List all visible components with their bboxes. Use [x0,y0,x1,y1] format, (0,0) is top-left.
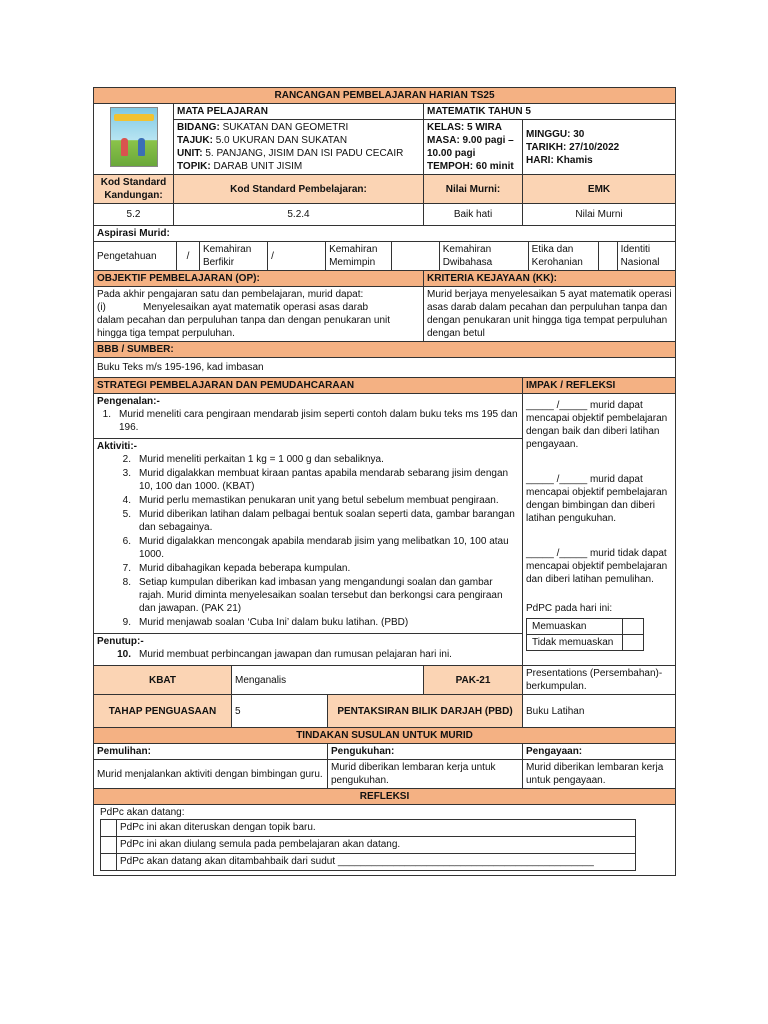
list-item-text: Murid diberikan latihan dalam pelbagai bentuk soalan seperti data, gambar barangan dan sebagainya. [139,509,515,533]
tajuk-label: TAJUK: [177,135,213,146]
impak-block-baik [526,399,672,451]
pdpc-options [526,618,644,651]
pdpc-label: PdPC pada hari ini: [526,603,613,614]
tempoh: TEMPOH: 60 minit [427,161,514,172]
aspirasi-berfikir: Kemahiran Berfikir [199,242,267,270]
minggu: MINGGU: 30 [526,128,585,140]
aspirasi-berfikir-mark: / [268,242,326,270]
pengenalan-section [94,394,522,439]
impak-text: murid dapat mencapai objektif pembelajaran dengan baik dan diberi latihan pengayaan. [526,400,668,450]
impak-block-bimbingan [526,473,672,525]
list-item-number: 3. [122,468,131,479]
kriteria-text: Murid berjaya menyelesaikan 5 ayat matematik operasi asas darab dalam pecahan dan perpuluhan tanpa dan dengan penukaran unit hingga tiga tempat perpuluhan dengan betul [424,287,676,342]
aspirasi-table [94,242,675,270]
aspirasi-etika: Etika dan Kerohanian [528,242,598,270]
date-info [523,120,676,175]
aspirasi-row [94,242,676,271]
list-item [97,508,519,534]
refleksi-checkbox[interactable] [101,854,117,871]
kod-pembelajaran-value: 5.2.4 [174,204,424,226]
list-item-number: 9. [122,617,131,628]
bbb-text: Buku Teks m/s 195-196, kad imbasan [94,358,676,378]
kriteria-label: KRITERIA KEJAYAAN (KK): [424,271,676,287]
list-item [97,562,519,575]
list-item [97,535,519,561]
mata-pelajaran-value: MATEMATIK TAHUN 5 [424,104,676,120]
objektif-line2: Menyelesaikan ayat matematik operasi asas darab [143,302,369,313]
refleksi-content [94,805,676,876]
kod-kandungan-value: 5.2 [94,204,174,226]
aspirasi-identiti: Identiti Nasional [617,242,675,270]
list-item [97,408,519,434]
pdpc-memuaskan-checkbox[interactable] [623,619,644,635]
refleksi-option: PdPc ini akan diulang semula pada pembelajaran akan datang. [117,837,636,854]
refleksi-option: PdPc ini akan diteruskan dengan topik baru. [117,820,636,837]
list-item-text: Murid digalakkan membuat kiraan pantas apabila mendarab sebarang jisim dengan 10, 100 dan 1000. (KBAT) [139,468,509,492]
kbat-label: KBAT [94,666,232,695]
aspirasi-etika-mark [598,242,617,270]
masa-line2: 10.00 pagi [427,148,476,159]
pengukuhan-value: Murid diberikan lembaran kerja untuk pengukuhan. [328,760,523,789]
list-item-text: Murid meneliti perkaitan 1 kg = 1 000 g dan sebaliknya. [139,454,384,465]
unit-value: 5. PANJANG, JISIM DAN ISI PADU CECAIR [205,148,404,159]
impak-sep: / [556,400,560,411]
pemulihan-value: Murid menjalankan aktiviti dengan bimbingan guru. [94,760,328,789]
impak-sep: / [556,474,560,485]
textbook-cover-icon [110,107,158,167]
strategi-label: STRATEGI PEMBELAJARAN DAN PEMUDAHCARAAN [94,378,523,394]
class-time-info [424,120,523,175]
list-item-text: Murid digalakkan mencongak apabila mendarab jisim yang melibatkan 10, 100 atau 1000. [139,536,509,560]
unit-label: UNIT: [177,148,203,159]
aktiviti-label: Aktiviti:- [97,441,137,452]
pak-value: Presentations (Persembahan)-berkumpulan. [523,666,676,695]
list-item-text: Murid membuat perbincangan jawapan dan rumusan pelajaran hari ini. [139,649,452,660]
penutup-section [94,634,522,665]
list-item-text: Setiap kumpulan diberikan kad imbasan yang mengandungi soalan dan gambar rajah. Murid diminta menyelesaikan soalan tersebut dan berkongsi cara pengiraan dan jawapan. (PAK 21) [139,577,503,614]
list-item-text: Murid dibahagikan kepada beberapa kumpulan. [139,563,351,574]
aspirasi-memimpin-mark [392,242,440,270]
impak-label: IMPAK / REFLEKSI [523,378,676,394]
kbat-value: Menganalis [232,666,424,695]
emk-label: EMK [523,175,676,204]
masa-line1: MASA: 9.00 pagi – [427,135,514,146]
pemulihan-label: Pemulihan: [94,744,328,760]
list-item [97,494,519,507]
book-cell [94,104,174,175]
tajuk-value: 5.0 UKURAN DAN SUKATAN [215,135,348,146]
refleksi-options [100,819,636,871]
topik-value: DARAB UNIT JISIM [213,161,303,172]
impak-content [523,394,676,666]
impak-blank: _____ [559,474,588,485]
list-item-number: 8. [122,577,131,588]
nilai-murni-label: Nilai Murni: [424,175,523,204]
objektif-text [94,287,424,342]
list-item-number: 10. [117,649,131,660]
tahap-label: TAHAP PENGUASAAN [94,695,232,728]
list-item-number: 1. [102,409,111,420]
list-item-number: 6. [122,536,131,547]
aspirasi-memimpin: Kemahiran Memimpin [326,242,392,270]
refleksi-checkbox[interactable] [101,820,117,837]
pengukuhan-label: Pengukuhan: [328,744,523,760]
list-item-text: Murid perlu memastikan penukaran unit yang betul sebelum membuat pengiraan. [139,495,499,506]
impak-blank: _____ [526,474,554,485]
nilai-murni-value: Baik hati [424,204,523,226]
aktiviti-section [94,439,522,634]
pengayaan-label: Pengayaan: [523,744,676,760]
list-item [97,616,519,629]
tarikh: TARIKH: 27/10/2022 [526,141,620,153]
impak-text: murid dapat mencapai objektif pembelajaran dengan bimbingan dan diberi latihan pengukuhan. [526,474,668,524]
bidang-label: BIDANG: [177,122,220,133]
impak-blank: _____ [559,400,588,411]
refleksi-intro: PdPc akan datang: [100,807,185,818]
hari: HARI: Khamis [526,154,593,166]
aspirasi-label: Aspirasi Murid: [94,226,676,242]
topik-label: TOPIK: [177,161,211,172]
objektif-num: (i) [97,302,106,313]
list-item-number: 5. [122,509,131,520]
list-item [97,576,519,615]
refleksi-label: REFLEKSI [94,789,676,805]
topic-info [174,120,424,175]
lesson-plan-document [93,87,675,876]
objektif-line3: dalam pecahan dan perpuluhan tanpa dan dengan penukaran unit hingga tiga tempat perpuluhan. [97,315,391,339]
list-item [97,453,519,466]
objektif-label: OBJEKTIF PEMBELAJARAN (OP): [94,271,424,287]
kelas: KELAS: 5 WIRA [427,122,502,133]
aspirasi-pengetahuan: Pengetahuan [94,242,177,270]
objektif-line1: Pada akhir pengajaran satu dan pembelajaran, murid dapat: [97,289,364,300]
list-item-number: 7. [122,563,131,574]
aspirasi-pengetahuan-mark: / [177,242,200,270]
lesson-plan-table [93,87,676,876]
refleksi-checkbox[interactable] [101,837,117,854]
bidang-value: SUKATAN DAN GEOMETRI [222,122,349,133]
impak-text: murid tidak dapat mencapai objektif pembelajaran dan diberi latihan pemulihan. [526,548,668,585]
kod-kandungan-label: Kod Standard Kandungan: [94,175,174,204]
pbd-value: Buku Latihan [523,695,676,728]
bbb-label: BBB / SUMBER: [94,342,676,358]
list-item-number: 4. [122,495,131,506]
page-title: RANCANGAN PEMBELAJARAN HARIAN TS25 [94,88,676,104]
list-item-number: 2. [122,454,131,465]
tahap-value: 5 [232,695,328,728]
list-item-text: Murid menjawab soalan ‘Cuba Ini’ dalam buku latihan. (PBD) [139,617,409,628]
impak-sep: / [556,548,560,559]
emk-value: Nilai Murni [523,204,676,226]
list-item [97,467,519,493]
penutup-label: Penutup:- [97,636,144,647]
pdpc-tidak-memuaskan: Tidak memuaskan [527,635,623,651]
pengayaan-value: Murid diberikan lembaran kerja untuk pengayaan. [523,760,676,789]
aspirasi-dwibahasa: Kemahiran Dwibahasa [439,242,528,270]
impak-blank: _____ [559,548,588,559]
impak-block-pemulihan [526,547,672,586]
kod-pembelajaran-label: Kod Standard Pembelajaran: [174,175,424,204]
list-item [97,648,519,661]
pengenalan-label: Pengenalan:- [97,396,160,407]
refleksi-option: PdPc akan datang akan ditambahbaik dari sudut ______________________________________________ [117,854,636,871]
pbd-label: PENTAKSIRAN BILIK DARJAH (PBD) [328,695,523,728]
pdpc-tidak-memuaskan-checkbox[interactable] [623,635,644,651]
list-item-text: Murid meneliti cara pengiraan mendarab jisim seperti contoh dalam buku teks ms 195 dan 196. [119,409,518,433]
strategi-content [94,394,523,666]
tindakan-label: TINDAKAN SUSULAN UNTUK MURID [94,728,676,744]
pdpc-memuaskan: Memuaskan [527,619,623,635]
pak-label: PAK-21 [424,666,523,695]
impak-blank: _____ [526,548,554,559]
impak-blank: _____ [526,400,554,411]
mata-pelajaran-label: MATA PELAJARAN [174,104,424,120]
